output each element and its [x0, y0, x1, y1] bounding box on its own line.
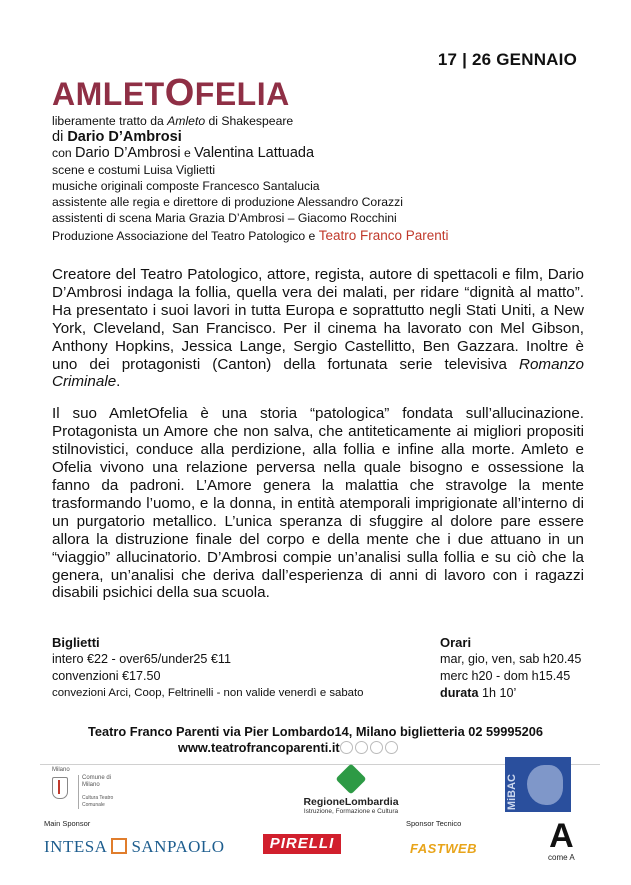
- milano-comune: Comune di Milano: [82, 775, 112, 788]
- source-work: Amleto: [167, 114, 206, 128]
- mibac-head-icon: [527, 765, 563, 805]
- show-dates: 17 | 26 GENNAIO: [437, 50, 577, 69]
- assistant-line: assistente alle regia e direttore di produzione Alessandro Corazzi: [52, 195, 403, 210]
- mibac-logo: [505, 757, 571, 812]
- come-a-text: come A: [548, 853, 575, 862]
- pirelli-logo: PIRELLI: [263, 834, 341, 854]
- production-line: [52, 228, 449, 244]
- facebook-icon[interactable]: [340, 741, 353, 754]
- youtube-icon[interactable]: [370, 741, 383, 754]
- website-link[interactable]: www.teatrofrancoparenti.it: [178, 740, 340, 755]
- milano-text: [78, 775, 130, 809]
- music-line: musiche originali composte Francesco Santalucia: [52, 178, 320, 193]
- rss-icon[interactable]: [385, 741, 398, 754]
- come-a-logo: [548, 819, 575, 862]
- hours-block: [440, 634, 581, 702]
- fastweb-logo: FASTWEB: [410, 841, 478, 856]
- source-line: [52, 113, 449, 129]
- cast-line: [52, 145, 449, 161]
- actor-2: Valentina Lattuada: [194, 145, 315, 162]
- comune-milano-logo: [52, 767, 130, 811]
- cast-prefix: con: [52, 146, 76, 161]
- paragraph-1-text: Creatore del Teatro Patologico, attore, regista, autore di spettacoli e film, Dario D’Ambrosi indaga la follia, quella vera dei malati, per ridare “dignità al matto”. Ha presentato i suoi lavori in tutta Europa e soprattutto negli Stati Uniti, a New York, Cleveland, San Francisco. Per il cinema ha lavorato con Mel Gibson, Anthony Hopkins, Jessica Lange, Sergio Castellitto, Ben Gazzara. Inoltre è uno dei protagonisti (Canton) della fortunata serie televisiva: [52, 266, 584, 373]
- production-theatre-link: Teatro Franco Parenti: [318, 228, 449, 244]
- scene-line: scene e costumi Luisa Viglietti: [52, 162, 216, 177]
- cast-and: e: [180, 146, 195, 161]
- mibac-label: MiBAC: [506, 773, 518, 810]
- paragraph-1-end: .: [116, 373, 121, 391]
- regione-lombardia-logo: [296, 768, 406, 815]
- description-body: [52, 266, 584, 616]
- hours-heading: Orari: [440, 635, 472, 650]
- intesa-square-icon: [111, 838, 127, 854]
- venue-address: Teatro Franco Parenti via Pier Lombardo14, Milano biglietteria 02 59995206: [88, 724, 543, 739]
- title-big-letter: O: [164, 72, 195, 114]
- title-part-1: AMLET: [52, 76, 165, 112]
- show-title: [52, 72, 290, 115]
- milano-label: Milano: [52, 767, 70, 773]
- regione-mark-icon: [335, 763, 366, 794]
- twitter-icon[interactable]: [355, 741, 368, 754]
- hours-line-2: merc h20 - dom h15.45: [440, 669, 571, 683]
- milano-sub: Cultura Teatro Comunale: [82, 795, 114, 808]
- ticket-prices: intero €22 - over65/under25 €11: [52, 652, 232, 666]
- source-suffix: di Shakespeare: [205, 114, 294, 128]
- credits-block: [52, 113, 449, 245]
- source-prefix: liberamente tratto da: [52, 114, 168, 128]
- ticket-note: convezioni Arci, Coop, Feltrinelli - non valide venerdì e sabato: [52, 687, 364, 699]
- intesa-a: INTESA: [44, 837, 108, 856]
- duration-line: [440, 685, 581, 702]
- tickets-block: [52, 634, 364, 702]
- production-prefix: Produzione Associazione del Teatro Patologico e: [52, 229, 319, 244]
- tickets-heading: Biglietti: [52, 635, 100, 650]
- paragraph-1: [52, 266, 584, 391]
- title-part-2: FELIA: [194, 76, 290, 112]
- stage-assistants-line: assistenti di scena Maria Grazia D’Ambrosi – Giacomo Rocchini: [52, 211, 397, 226]
- paragraph-2: Il suo AmletOfelia è una storia “patologica” fondata sull’allucinazione. Protagonista un Amore che non salva, che antiteticamente ai migliori propositi stilnovistici, conduce alla perdizione, alla follia e infine alla morte. Amleto e Ofelia vivono una relazione perversa nella quale bisogno e ossessione la fanno da padroni. L’Amore genera la malattia che stravolge la mente trasformando l’uomo, e la donna, in entità atemporali imprigionate all’interno di un purgatorio metallico. L’unica speranza di sfuggire al dolore pare essere allora la distruzione finale del corpo e della mente che i due attuano in un “viaggio” allucinatorio. D’Ambrosi compie un’analisi sulla follia e su ciò che la genera, un’analisi che deriva dall’esperienza di anni di lavoro con i ragazzi disabili psichici della sua scuola.: [52, 405, 584, 602]
- author-line: [52, 129, 449, 145]
- author-name: Dario D’Ambrosi: [67, 129, 182, 146]
- come-a-letter: A: [549, 817, 574, 855]
- regione-name: RegioneLombardia: [303, 796, 399, 808]
- intesa-sanpaolo-logo: [44, 837, 225, 857]
- milano-crest-icon: [52, 777, 68, 799]
- duration-label: durata: [440, 686, 479, 700]
- intesa-b: SANPAOLO: [131, 837, 225, 856]
- tech-sponsor-label: Sponsor Tecnico: [406, 819, 462, 828]
- hours-line-1: mar, gio, ven, sab h20.45: [440, 652, 582, 666]
- author-prefix: di: [52, 129, 68, 146]
- ticket-conventions: convenzioni €17.50: [52, 669, 161, 683]
- duration-value: 1h 10’: [478, 686, 517, 700]
- main-sponsor-label: Main Sponsor: [44, 819, 91, 828]
- series-title: Romanzo Criminale: [52, 355, 584, 391]
- regione-sub: Istruzione, Formazione e Cultura: [303, 808, 399, 815]
- actor-1: Dario D’Ambrosi: [75, 145, 181, 162]
